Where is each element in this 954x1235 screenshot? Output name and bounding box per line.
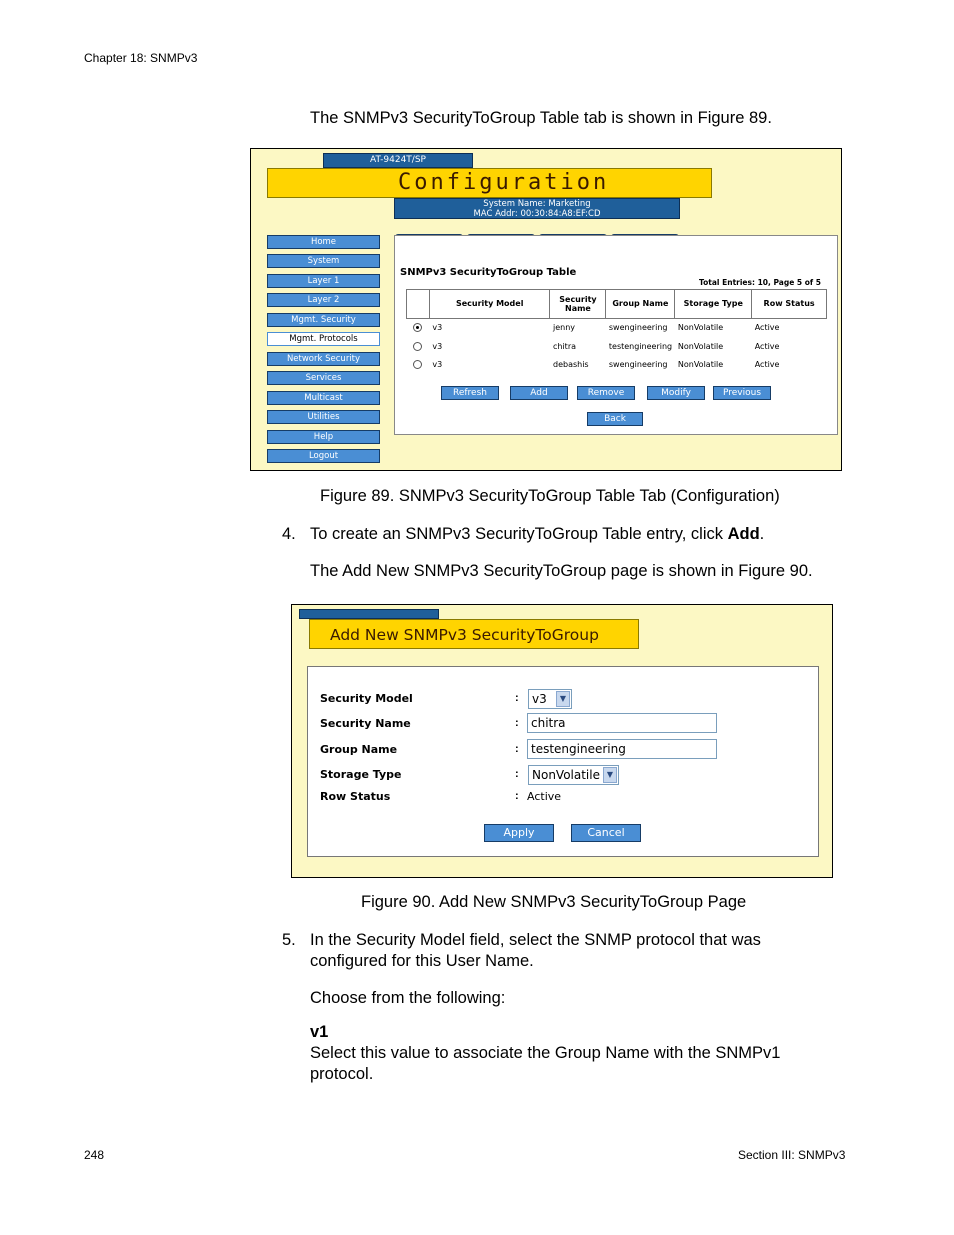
cell-model: v3 <box>432 341 443 351</box>
nav-layer2[interactable]: Layer 2 <box>267 293 380 307</box>
cell-storage: NonVolatile <box>677 341 724 351</box>
add-button[interactable]: Add <box>510 386 568 400</box>
colon: : <box>515 717 519 729</box>
nav-multicast[interactable]: Multicast <box>267 391 380 405</box>
remove-button[interactable]: Remove <box>577 386 635 400</box>
row-select-radio[interactable] <box>413 323 422 332</box>
add-form <box>307 666 819 857</box>
v1-description: Select this value to associate the Group Name with the SNMPv1 protocol. <box>310 1044 781 1083</box>
nav-help[interactable]: Help <box>267 430 380 444</box>
row-status-value: Active <box>527 790 562 803</box>
cell-model: v3 <box>432 323 443 333</box>
modify-button[interactable]: Modify <box>647 386 705 400</box>
table-row <box>407 355 827 374</box>
row-select-radio[interactable] <box>413 342 422 351</box>
chevron-down-icon: ▼ <box>603 767 617 783</box>
colon: : <box>515 692 519 704</box>
snmp-panel <box>394 235 838 435</box>
cell-status: Active <box>754 341 780 351</box>
back-button[interactable]: Back <box>587 412 643 426</box>
label-storage-type: Storage Type <box>320 768 402 781</box>
add-new-title: Add New SNMPv3 SecurityToGroup <box>330 626 599 644</box>
figure-90-screenshot <box>291 604 833 878</box>
row-select-radio[interactable] <box>413 360 422 369</box>
cell-status: Active <box>754 323 780 333</box>
step-4-number: 4. <box>282 525 296 543</box>
cell-group: swengineering <box>608 323 668 333</box>
nav-mgmt-protocols[interactable]: Mgmt. Protocols <box>267 332 380 346</box>
cell-name: chitra <box>552 341 577 351</box>
row-radio-cell <box>407 318 430 337</box>
figure-90-caption: Figure 90. Add New SNMPv3 SecurityToGroup Page <box>361 893 747 911</box>
section-footer: Section III: SNMPv3 <box>738 1148 846 1162</box>
figure-89-caption: Figure 89. SNMPv3 SecurityToGroup Table Tab (Configuration) <box>320 487 780 505</box>
nav-utilities[interactable]: Utilities <box>267 410 380 424</box>
col-group-name: Group Name <box>606 290 675 319</box>
step-5-text: In the Security Model field, select the SNMP protocol that was configured for this User Name. <box>310 931 761 970</box>
row-radio-cell <box>407 337 430 356</box>
cell-name: debashis <box>552 360 589 370</box>
nav-home[interactable]: Home <box>267 235 380 249</box>
colon: : <box>515 743 519 755</box>
label-group-name: Group Name <box>320 743 398 756</box>
label-security-model: Security Model <box>320 692 413 705</box>
row-radio-cell <box>407 355 430 374</box>
choose-text: Choose from the following: <box>310 989 506 1007</box>
col-row-status: Row Status <box>752 290 827 319</box>
refresh-button[interactable]: Refresh <box>441 386 499 400</box>
intro-text: The SNMPv3 SecurityToGroup Table tab is shown in Figure 89. <box>310 109 772 127</box>
col-security-model: Security Model <box>429 290 550 319</box>
step-5-number: 5. <box>282 931 296 949</box>
cancel-button[interactable]: Cancel <box>571 824 641 842</box>
apply-button[interactable]: Apply <box>484 824 554 842</box>
cell-name: jenny <box>552 323 576 333</box>
title-accent-bar <box>299 609 439 619</box>
nav-services[interactable]: Services <box>267 371 380 385</box>
mac-address: MAC Addr: 00:30:84:A8:EF:CD <box>473 208 601 219</box>
cell-storage: NonVolatile <box>677 360 724 370</box>
cell-model: v3 <box>432 360 443 370</box>
step-4-subtext: The Add New SNMPv3 SecurityToGroup page is shown in Figure 90. <box>310 562 813 580</box>
nav-network-security[interactable]: Network Security <box>267 352 380 366</box>
table-row <box>407 318 827 337</box>
total-entries: Total Entries: 10, Page 5 of 5 <box>699 278 821 287</box>
v1-term: v1 <box>310 1023 329 1041</box>
security-model-select[interactable]: v3 ▼ <box>528 689 572 709</box>
system-info-box <box>394 198 680 219</box>
nav-logout[interactable]: Logout <box>267 449 380 463</box>
radio-header <box>407 290 430 319</box>
step-4-text: To create an SNMPv3 SecurityToGroup Table entry, click Add. <box>310 525 765 543</box>
colon: : <box>515 768 519 780</box>
col-storage-type: Storage Type <box>675 290 752 319</box>
nav-system[interactable]: System <box>267 254 380 268</box>
page-number: 248 <box>84 1148 105 1162</box>
cell-status: Active <box>754 360 780 370</box>
figure-89-screenshot <box>250 148 842 471</box>
table-row <box>407 337 827 356</box>
nav-mgmt-security[interactable]: Mgmt. Security <box>267 313 380 327</box>
chevron-down-icon: ▼ <box>556 691 570 707</box>
col-security-name: Security Name <box>550 290 606 319</box>
storage-type-select[interactable]: NonVolatile ▼ <box>528 765 619 785</box>
cell-storage: NonVolatile <box>677 323 724 333</box>
group-name-input[interactable]: testengineering <box>527 739 717 759</box>
label-security-name: Security Name <box>320 717 411 730</box>
system-name: System Name: Marketing <box>483 199 591 209</box>
cell-group: swengineering <box>608 360 668 370</box>
add-new-banner <box>309 619 639 649</box>
colon: : <box>515 790 519 802</box>
chapter-header: Chapter 18: SNMPv3 <box>84 51 198 65</box>
security-to-group-table <box>406 289 827 374</box>
cell-group: testengineering <box>608 341 673 351</box>
add-emphasis: Add <box>727 525 760 543</box>
model-label: AT-9424T/SP <box>323 153 473 168</box>
previous-button[interactable]: Previous <box>713 386 771 400</box>
nav-layer1[interactable]: Layer 1 <box>267 274 380 288</box>
security-name-input[interactable]: chitra <box>527 713 717 733</box>
panel-title: SNMPv3 SecurityToGroup Table <box>400 267 577 278</box>
configuration-title: Configuration <box>398 170 610 195</box>
label-row-status: Row Status <box>320 790 391 803</box>
configuration-banner <box>267 168 712 198</box>
